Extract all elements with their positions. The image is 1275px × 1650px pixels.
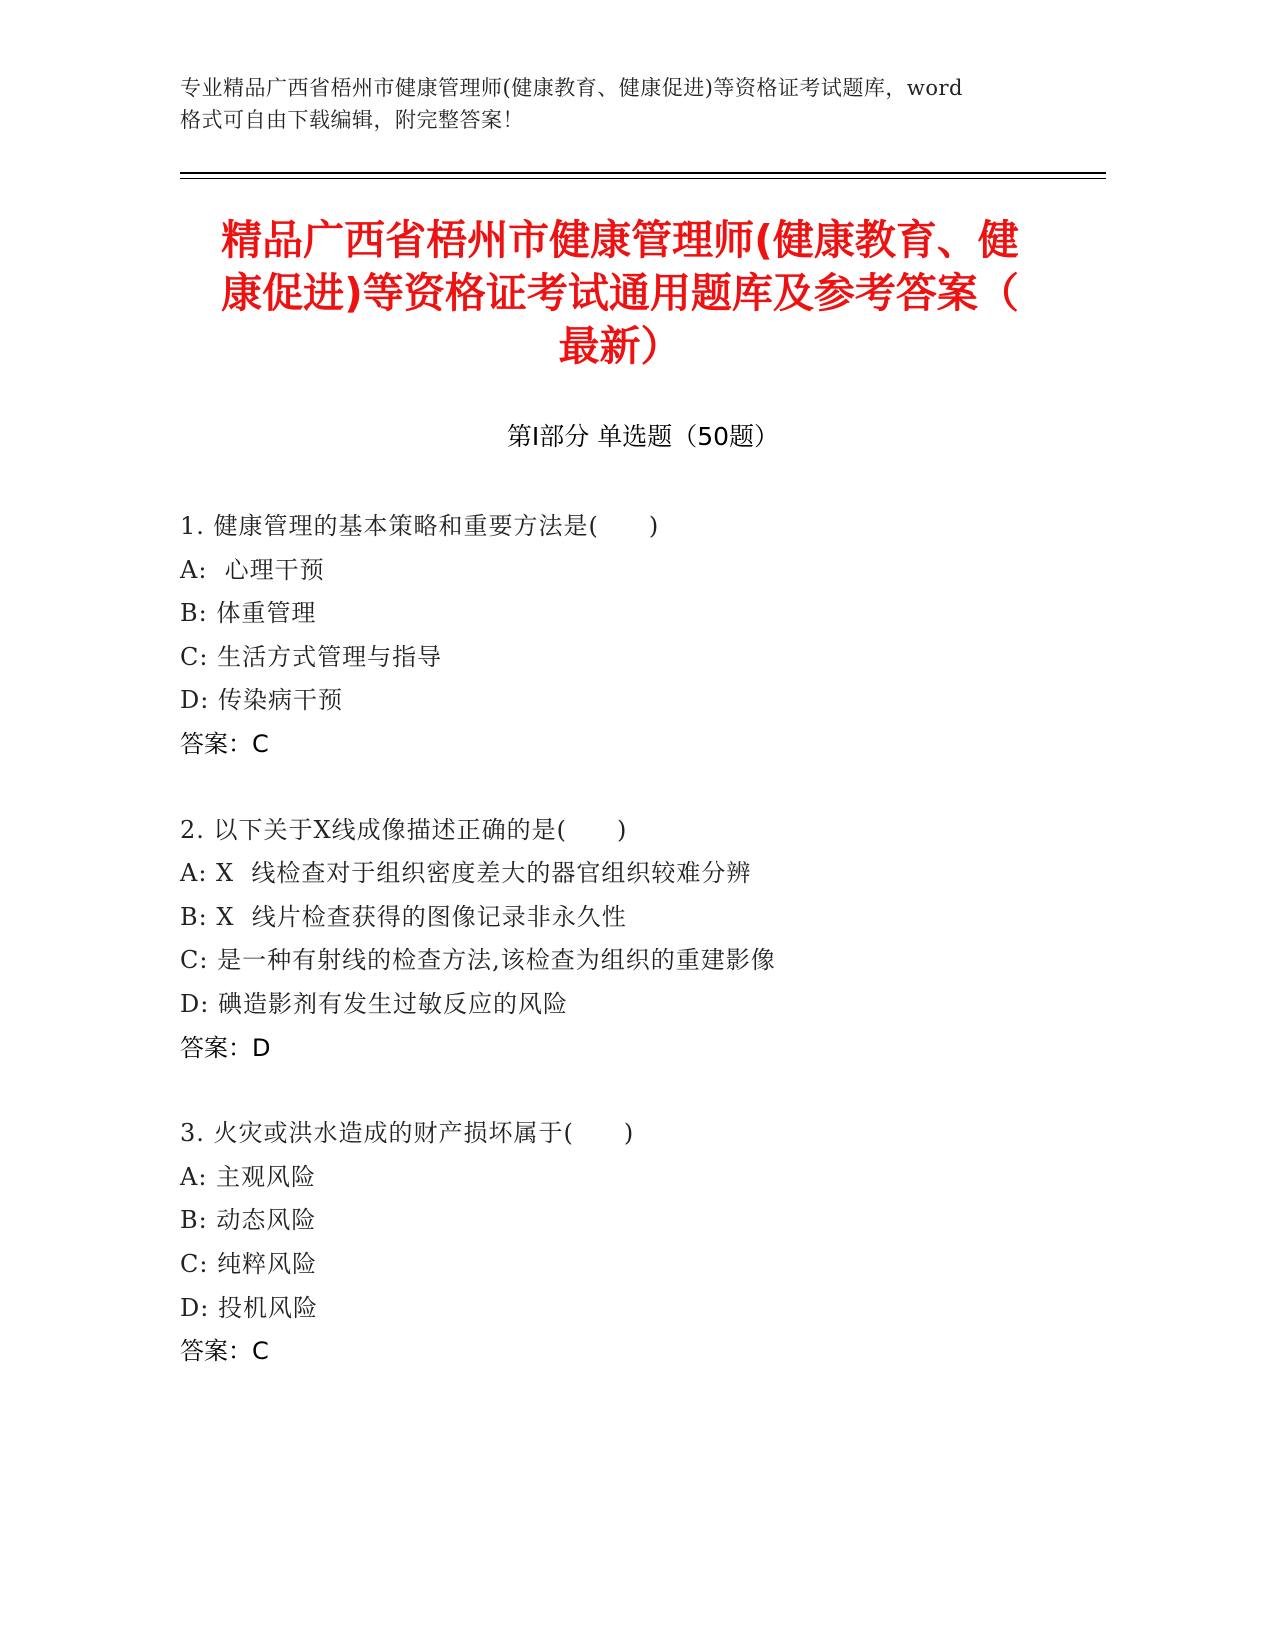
- section-heading: 第Ⅰ部分 单选题（50题）: [506, 422, 780, 451]
- title-line-2: 康促进)等资格证考试通用题库及参考答案（: [221, 269, 1019, 317]
- answer-line: 答案：D: [180, 1033, 271, 1062]
- title-line-1: 精品广西省梧州市健康管理师(健康教育、健: [221, 216, 1019, 264]
- answer-line: 答案：C: [180, 729, 269, 758]
- option-c: C: 纯粹风险: [180, 1249, 318, 1278]
- header-note-line-1: 专业精品广西省梧州市健康管理师(健康教育、健康促进)等资格证考试题库，word: [180, 76, 963, 100]
- header-note: [180, 72, 1060, 136]
- question-item: [180, 505, 1106, 767]
- option-d: D: 传染病干预: [180, 686, 343, 715]
- option-b: B: 体重管理: [180, 599, 317, 628]
- header-divider-thick: [180, 172, 1106, 174]
- header-note-line-2: 格式可自由下载编辑，附完整答案！: [180, 108, 524, 132]
- title-line-3: 最新）: [558, 322, 682, 370]
- option-d: D: 投机风险: [180, 1293, 318, 1322]
- option-d: D: 碘造影剂有发生过敏反应的风险: [180, 989, 568, 1018]
- document-title: [180, 214, 1060, 373]
- answer-line: 答案：C: [180, 1337, 269, 1366]
- option-c: C: 是一种有射线的检查方法,该检查为组织的重建影像: [180, 946, 776, 975]
- option-a: A: 主观风险: [180, 1162, 317, 1191]
- option-a: A: 心理干预: [180, 555, 325, 584]
- option-a: A: X 线检查对于组织密度差大的器官组织较难分辨: [180, 859, 752, 888]
- question-stem: 1. 健康管理的基本策略和重要方法是( ): [180, 512, 660, 540]
- header-divider-thin: [180, 178, 1106, 179]
- question-item: [180, 809, 1106, 1071]
- question-item: [180, 1112, 1106, 1374]
- question-stem: 2. 以下关于X线成像描述正确的是( ): [180, 815, 628, 844]
- question-stem: 3. 火灾或洪水造成的财产损坏属于( ): [180, 1119, 635, 1148]
- option-b: B: X 线片检查获得的图像记录非永久性: [180, 902, 627, 931]
- question-list: [180, 505, 1106, 1416]
- option-b: B: 动态风险: [180, 1206, 317, 1235]
- option-c: C: 生活方式管理与指导: [180, 642, 443, 671]
